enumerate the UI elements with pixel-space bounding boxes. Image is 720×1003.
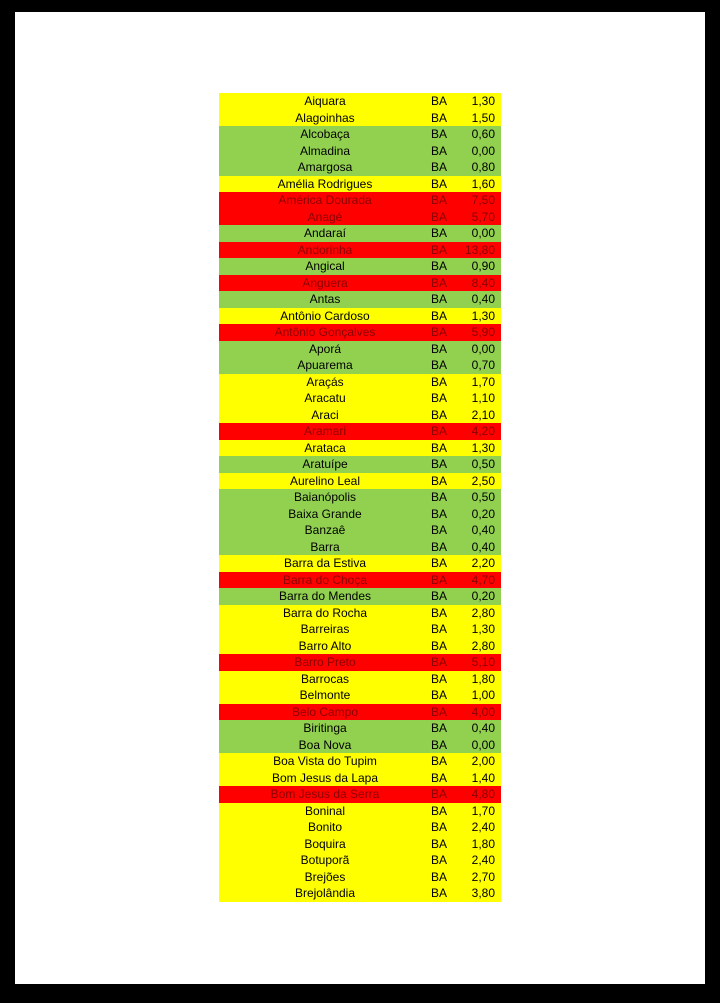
- state-cell: BA: [431, 391, 448, 405]
- value-cell: 5,10: [471, 655, 495, 669]
- value-cell: 2,50: [471, 473, 495, 488]
- value-cell: 2,40: [471, 853, 495, 867]
- state-cell: BA: [431, 424, 448, 438]
- state-cell: BA: [431, 308, 448, 323]
- table-row: [219, 291, 501, 308]
- city-cell: Aratuípe: [302, 457, 348, 471]
- table-row: [219, 489, 501, 506]
- city-cell: Baixa Grande: [288, 506, 362, 521]
- city-cell: Barra do Mendes: [278, 589, 372, 603]
- state-cell: BA: [431, 127, 448, 141]
- state-cell: BA: [431, 292, 448, 306]
- state-cell: BA: [431, 160, 448, 174]
- state-cell: BA: [431, 688, 448, 702]
- value-cell: 2,40: [471, 820, 495, 834]
- value-cell: 0,20: [471, 506, 495, 521]
- value-cell: 1,80: [471, 836, 495, 851]
- table-row: [219, 93, 501, 110]
- city-cell: Bonito: [307, 820, 343, 834]
- state-cell: BA: [431, 506, 448, 521]
- state-cell: BA: [431, 869, 448, 884]
- table-row: [219, 110, 501, 127]
- city-cell: Barra: [310, 539, 340, 554]
- value-cell: 8,40: [471, 275, 495, 290]
- value-cell: 0,60: [471, 127, 495, 141]
- state-cell: BA: [431, 358, 448, 372]
- table-row: [219, 473, 501, 490]
- table-row: [219, 308, 501, 325]
- table-row: [219, 357, 501, 374]
- state-cell: BA: [431, 325, 448, 339]
- value-cell: 1,30: [471, 308, 495, 323]
- table-row: [219, 539, 501, 556]
- table-row: [219, 720, 501, 737]
- table-row: [219, 522, 501, 539]
- table-row: [219, 737, 501, 754]
- table-row: [219, 852, 501, 869]
- value-cell: 2,00: [471, 754, 495, 768]
- city-cell: Barro Preto: [294, 655, 356, 669]
- table-row: [219, 456, 501, 473]
- value-cell: 7,50: [471, 193, 495, 207]
- value-cell: 0,00: [471, 143, 495, 158]
- table-row: [219, 671, 501, 688]
- table-row: [219, 638, 501, 655]
- value-cell: 0,00: [471, 737, 495, 752]
- city-cell: Aracatu: [304, 391, 346, 405]
- state-cell: BA: [431, 886, 448, 900]
- table-row: [219, 654, 501, 671]
- state-cell: BA: [431, 94, 448, 108]
- table-row: [219, 621, 501, 638]
- state-cell: BA: [431, 572, 448, 587]
- value-cell: 5,90: [471, 325, 495, 339]
- city-cell: Barrocas: [300, 671, 350, 686]
- value-cell: 3,80: [471, 886, 495, 900]
- value-cell: 4,80: [471, 787, 495, 801]
- table-row: [219, 258, 501, 275]
- state-cell: BA: [431, 193, 448, 207]
- city-cell: Banzaê: [304, 523, 346, 537]
- table-row: [219, 275, 501, 292]
- city-cell: Botuporã: [300, 853, 350, 867]
- city-cell: Arataca: [304, 440, 346, 455]
- table-row: [219, 819, 501, 836]
- city-cell: Brejolândia: [294, 886, 356, 900]
- city-cell: Andaraí: [303, 226, 347, 240]
- document-page: [15, 12, 705, 984]
- value-cell: 1,30: [471, 622, 495, 636]
- table-row: [219, 869, 501, 886]
- city-cell: Araçás: [306, 374, 344, 389]
- city-cell: Aurelino Leal: [289, 473, 361, 488]
- table-row: [219, 374, 501, 391]
- table-row: [219, 225, 501, 242]
- city-cell: Antônio Cardoso: [280, 308, 370, 323]
- table-row: [219, 753, 501, 770]
- state-cell: BA: [431, 473, 448, 488]
- city-cell: Brejões: [304, 869, 346, 884]
- table-row: [219, 605, 501, 622]
- table-row: [219, 885, 501, 902]
- city-cell: Araci: [311, 407, 339, 422]
- city-cell: Almadina: [299, 143, 351, 158]
- table-row: [219, 440, 501, 457]
- table-row: [219, 572, 501, 589]
- state-cell: BA: [431, 242, 448, 257]
- table-row: [219, 588, 501, 605]
- value-cell: 0,40: [471, 539, 495, 554]
- value-cell: 0,80: [471, 160, 495, 174]
- city-cell: Angical: [305, 259, 345, 273]
- table-row: [219, 126, 501, 143]
- state-cell: BA: [431, 671, 448, 686]
- state-cell: BA: [431, 770, 448, 785]
- city-cell: Anguera: [302, 275, 348, 290]
- table-row: [219, 506, 501, 523]
- value-cell: 0,50: [471, 490, 495, 504]
- value-cell: 1,40: [471, 770, 495, 785]
- state-cell: BA: [431, 407, 448, 422]
- state-cell: BA: [431, 836, 448, 851]
- city-cell: Barro Alto: [298, 638, 352, 653]
- state-cell: BA: [431, 754, 448, 768]
- city-cell: Apuarema: [297, 358, 353, 372]
- table-row: [219, 803, 501, 820]
- value-cell: 2,10: [471, 407, 495, 422]
- city-cell: Andorinha: [297, 242, 353, 257]
- table-row: [219, 687, 501, 704]
- value-cell: 1,50: [471, 110, 495, 125]
- value-cell: 0,90: [471, 259, 495, 273]
- state-cell: BA: [431, 275, 448, 290]
- state-cell: BA: [431, 457, 448, 471]
- city-cell: Amargosa: [297, 160, 353, 174]
- city-cell: Biritinga: [303, 721, 347, 735]
- value-cell: 2,70: [471, 869, 495, 884]
- state-cell: BA: [431, 704, 448, 719]
- value-cell: 0,40: [471, 523, 495, 537]
- table-row: [219, 836, 501, 853]
- table-row: [219, 786, 501, 803]
- state-cell: BA: [431, 259, 448, 273]
- city-cell: Bom Jesus da Serra: [270, 787, 380, 801]
- table-row: [219, 341, 501, 358]
- city-cell: Antônio Gonçalves: [274, 325, 376, 339]
- value-cell: 1,30: [471, 440, 495, 455]
- state-cell: BA: [431, 110, 448, 125]
- value-cell: 4,00: [471, 704, 495, 719]
- state-cell: BA: [431, 589, 448, 603]
- value-cell: 1,00: [471, 688, 495, 702]
- state-cell: BA: [431, 787, 448, 801]
- city-cell: Alcobaça: [300, 127, 350, 141]
- state-cell: BA: [431, 523, 448, 537]
- value-cell: 5,70: [471, 209, 495, 224]
- state-cell: BA: [431, 605, 448, 620]
- city-cell: Barreiras: [300, 622, 350, 636]
- state-cell: BA: [431, 721, 448, 735]
- city-cell: Boquira: [304, 836, 346, 851]
- table-row: [219, 770, 501, 787]
- state-cell: BA: [431, 622, 448, 636]
- city-cell: Anagé: [307, 209, 343, 224]
- city-cell: Barra da Estiva: [283, 556, 367, 570]
- city-cell: América Dourada: [278, 193, 372, 207]
- value-cell: 0,70: [471, 358, 495, 372]
- table-row: [219, 143, 501, 160]
- value-cell: 2,20: [471, 556, 495, 570]
- table-row: [219, 423, 501, 440]
- state-cell: BA: [431, 655, 448, 669]
- value-cell: 0,40: [471, 721, 495, 735]
- state-cell: BA: [431, 374, 448, 389]
- table-row: [219, 192, 501, 209]
- value-cell: 4,70: [471, 572, 495, 587]
- value-cell: 1,60: [471, 176, 495, 191]
- table-row: [219, 555, 501, 572]
- value-cell: 0,50: [471, 457, 495, 471]
- city-cell: Barra do Rocha: [282, 605, 368, 620]
- value-cell: 0,20: [471, 589, 495, 603]
- state-cell: BA: [431, 556, 448, 570]
- city-cell: Boa Nova: [298, 737, 352, 752]
- value-cell: 13,80: [464, 242, 495, 257]
- city-cell: Amélia Rodrigues: [277, 176, 373, 191]
- city-cell: Aramari: [303, 424, 346, 438]
- table-row: [219, 704, 501, 721]
- value-cell: 2,80: [471, 638, 495, 653]
- state-cell: BA: [431, 209, 448, 224]
- state-cell: BA: [431, 737, 448, 752]
- city-cell: Alagoinhas: [295, 110, 355, 125]
- table-row: [219, 209, 501, 226]
- city-cell: Antas: [309, 292, 341, 306]
- state-cell: BA: [431, 638, 448, 653]
- value-cell: 4,20: [471, 424, 495, 438]
- city-cell: Bom Jesus da Lapa: [271, 770, 379, 785]
- city-cell: Boninal: [304, 803, 346, 818]
- value-cell: 1,80: [471, 671, 495, 686]
- table-row: [219, 159, 501, 176]
- value-cell: 2,80: [471, 605, 495, 620]
- table-row: [219, 324, 501, 341]
- city-cell: Aiquara: [304, 94, 346, 108]
- value-cell: 0,40: [471, 292, 495, 306]
- city-cell: Aporá: [308, 341, 342, 356]
- value-cell: 1,30: [471, 94, 495, 108]
- state-cell: BA: [431, 440, 448, 455]
- table-row: [219, 407, 501, 424]
- state-cell: BA: [431, 490, 448, 504]
- state-cell: BA: [431, 803, 448, 818]
- value-cell: 0,00: [471, 226, 495, 240]
- city-cell: Belo Campo: [291, 704, 359, 719]
- state-cell: BA: [431, 820, 448, 834]
- state-cell: BA: [431, 226, 448, 240]
- city-cell: Baianópolis: [293, 490, 357, 504]
- state-cell: BA: [431, 539, 448, 554]
- value-cell: 1,70: [471, 803, 495, 818]
- value-cell: 0,00: [471, 341, 495, 356]
- table-row: [219, 176, 501, 193]
- city-cell: Belmonte: [299, 688, 351, 702]
- city-cell: Barra do Choça: [282, 572, 368, 587]
- state-cell: BA: [431, 341, 448, 356]
- city-cell: Boa Vista do Tupim: [273, 754, 377, 768]
- table-row: [219, 242, 501, 259]
- table-row: [219, 390, 501, 407]
- value-cell: 1,10: [471, 391, 495, 405]
- value-cell: 1,70: [471, 374, 495, 389]
- municipality-table: [219, 93, 501, 902]
- state-cell: BA: [431, 176, 448, 191]
- state-cell: BA: [431, 853, 448, 867]
- state-cell: BA: [431, 143, 448, 158]
